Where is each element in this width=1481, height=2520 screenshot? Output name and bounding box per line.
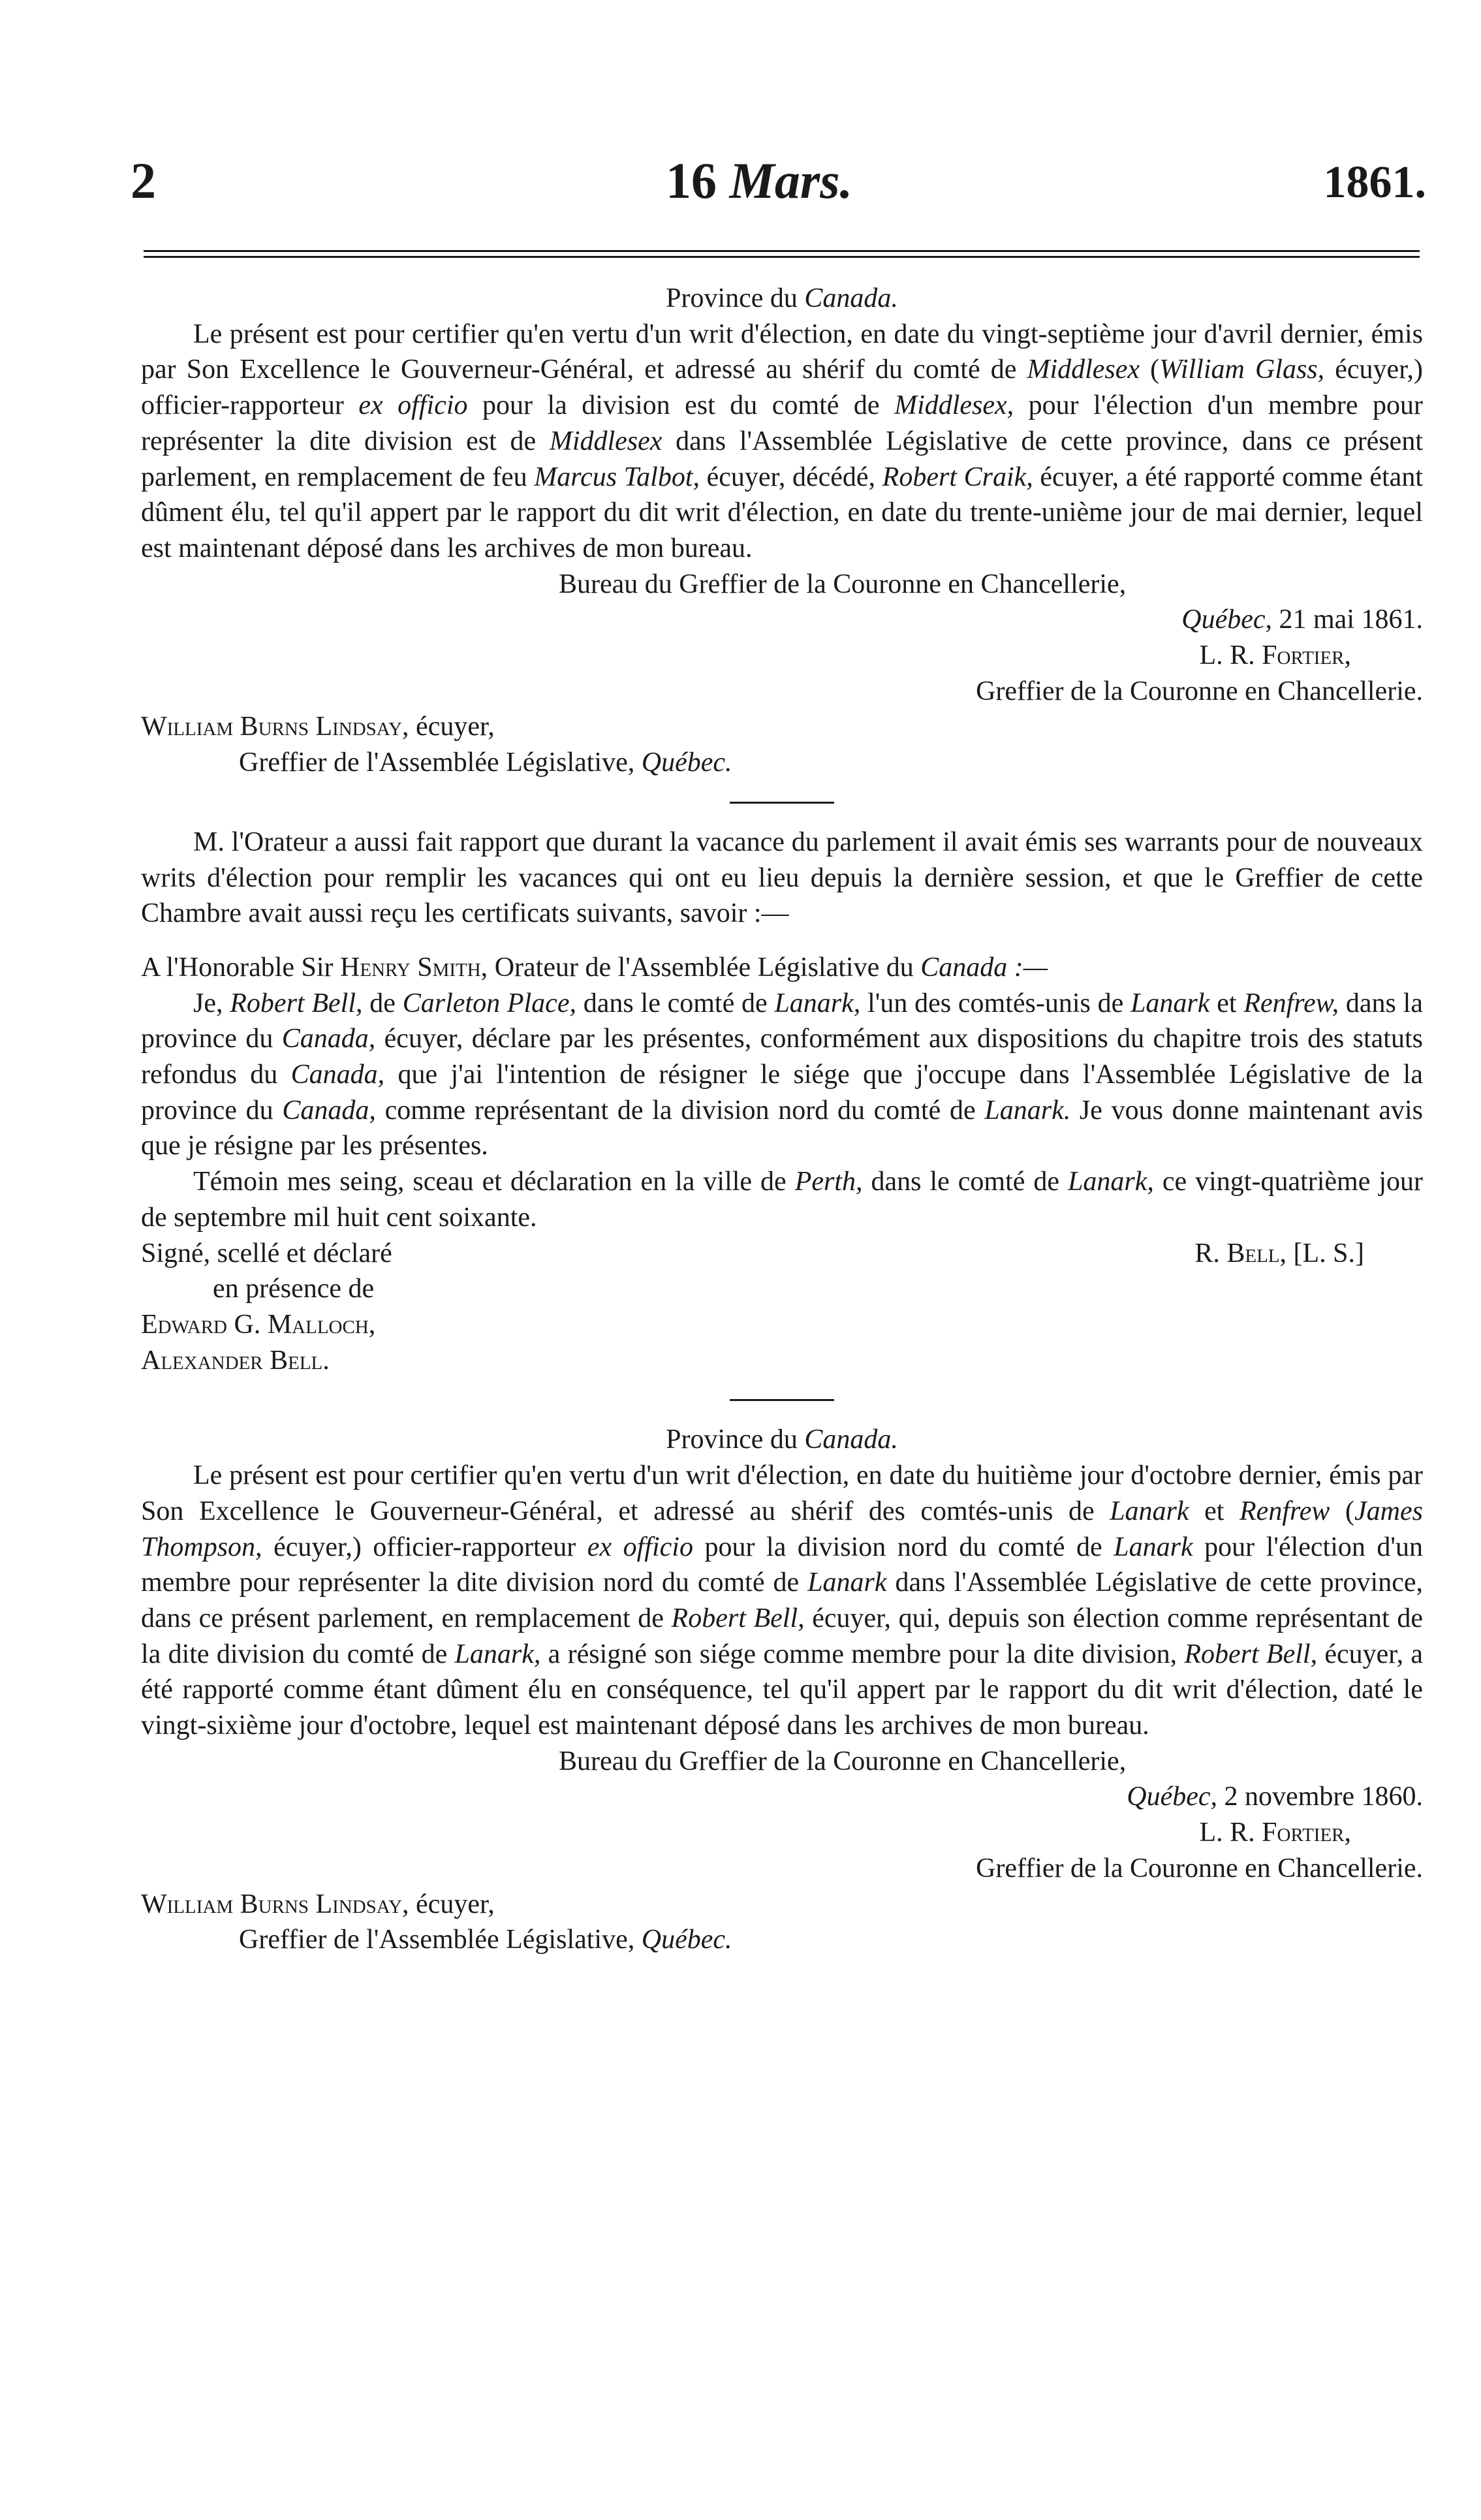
page-header (131, 151, 1426, 223)
section2-letter: Je, Robert Bell, de Carleton Place, dans le comté de Lanark, l'un des comtés-unis de Lanark et Renfrew, dans la province du Canada, écuyer, déclare par les présentes, conformément aux dispositions du chapitre trois des statuts refondus du Canada, que j'ai l'intention de résigner le siége que j'occupe dans l'Assemblée Législative de la province du Canada, comme représentant de la division nord du comté de Lanark. Je vous donne maintenant avis que je résigne par les présentes. (141, 988, 1423, 1161)
section3-addressee-title: Greffier de l'Assemblée Législative, Québec. (239, 1925, 732, 1955)
page-year: 1861. (1323, 157, 1426, 208)
section2-witness: Témoin mes seing, sceau et déclaration en la ville de Perth, dans le comté de Lanark, ce vingt-quatrième jour de septembre mil huit cent soixante. (141, 1167, 1424, 1233)
section2-report: M. l'Orateur a aussi fait rapport que durant la vacance du parlement il avait émis ses warrants pour de nouveaux writs d'élection pour remplir les vacances qui ont eu lieu depuis la dernière session, et que le Greffier de cette Chambre avait aussi reçu les certificats suivants, savoir :— (141, 827, 1423, 929)
heading-text: Province du (666, 283, 805, 313)
heading-place: Canada. (804, 283, 898, 313)
section3-place-date: Québec, 2 novembre 1860. (1127, 1782, 1423, 1812)
section3-signer-title: Greffier de la Couronne en Chancellerie. (976, 1853, 1423, 1883)
section1-heading (141, 281, 1423, 317)
section2-signature-row (141, 1236, 1423, 1272)
section3-certificate: Le présent est pour certifier qu'en vertu d'un writ d'élection, en date du huitième jour d'octobre dernier, émis par Son Excellence le Gouverneur-Général, et adressé au shérif des comtés-unis de Lanark et Renfrew (James Thompson, écuyer,) officier-rapporteur ex officio pour la division nord du comté de Lanark pour l'élection d'un membre pour représenter la dite division nord du comté de Lanark dans l'Assemblée Législative de cette province, dans ce présent parlement, en remplacement de Robert Bell, écuyer, qui, depuis son élection comme représentant de la dite division du comté de Lanark, a résigné son siége comme membre pour la dite division, Robert Bell, écuyer, a été rapporté comme étant dûment élu en conséquence, tel qu'il appert par le rapport du dit writ d'élection, daté le vingt-sixième jour d'octobre, lequel est maintenant déposé dans les archives de mon bureau. (141, 1460, 1423, 1741)
page-date-day: 16 (666, 152, 717, 209)
header-double-rule (144, 250, 1420, 258)
section1-place-date: Québec, 21 mai 1861. (1181, 605, 1423, 635)
page-date (666, 151, 852, 210)
section1-signer: L. R. Fortier, (1199, 640, 1351, 671)
signer-bell: R. Bell, [L. S.] (1194, 1238, 1364, 1268)
section3-addressee: William Burns Lindsay, écuyer, (141, 1889, 495, 1919)
witness-malloch: Edward G. Malloch, (141, 1309, 376, 1340)
section3-signer: L. R. Fortier, (1199, 1818, 1351, 1848)
witness-alexander-bell: Alexander Bell. (141, 1345, 330, 1376)
section3-heading: Province du Canada. (666, 1425, 898, 1455)
section3-office: Bureau du Greffier de la Couronne en Chancellerie, (559, 1746, 1127, 1776)
section1-addressee-title: Greffier de l'Assemblée Législative, Québec. (239, 748, 732, 778)
signed-sealed: Signé, scellé et déclaré (141, 1238, 392, 1268)
section1-addressee: William Burns Lindsay, écuyer, (141, 712, 495, 742)
section2-salutation: A l'Honorable Sir Henry Smith, Orateur de l'Assemblée Législative du Canada :— (141, 952, 1048, 983)
divider-rule (730, 1399, 834, 1401)
section1-certificate: Le présent est pour certifier qu'en vertu d'un writ d'élection, en date du vingt-septième jour d'avril dernier, émis par Son Excellence le Gouverneur-Général, et adressé au shérif du comté de Middlesex (William Glass, écuyer,) officier-rapporteur ex officio pour la division est du comté de Middlesex, pour l'élection d'un membre pour représenter la dite division est de Middlesex dans l'Assemblée Législative de cette province, dans ce présent parlement, en remplacement de feu Marcus Talbot, écuyer, décédé, Robert Craik, écuyer, a été rapporté comme étant dûment élu, tel qu'il appert par le rapport du dit writ d'élection, en date du trente-unième jour de mai dernier, lequel est maintenant déposé dans les archives de mon bureau. (141, 319, 1423, 563)
page-date-month: Mars. (729, 152, 853, 209)
section1-signer-title: Greffier de la Couronne en Chancellerie. (976, 676, 1423, 706)
divider-rule (730, 802, 834, 804)
section1-office: Bureau du Greffier de la Couronne en Chancellerie, (559, 569, 1127, 599)
section2-presence: en présence de (213, 1274, 375, 1304)
page-number: 2 (131, 152, 156, 209)
document-body (141, 281, 1423, 1958)
